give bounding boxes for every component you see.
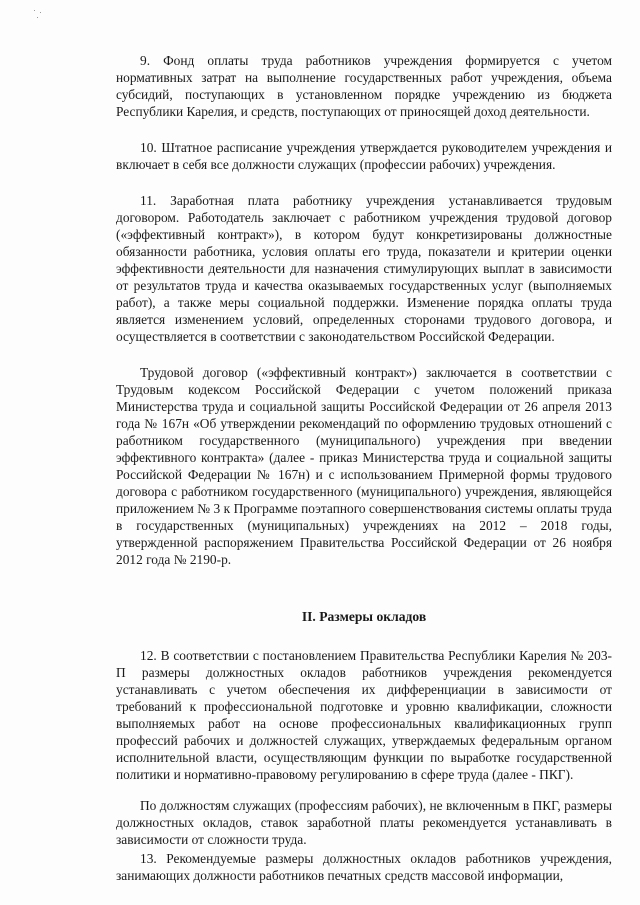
section-heading: II. Размеры окладов	[301, 609, 427, 624]
document-body	[116, 52, 612, 884]
paragraph-non-pkg: По должностям служащих (профессиям рабочих), не включенным в ПКГ, размеры должностных окладов, ставок заработной платы рекомендуется устанавливать в зависимости от сложности труда.	[116, 798, 612, 847]
paragraph-9: 9. Фонд оплаты труда работников учреждения формируется с учетом нормативных затрат на выполнение государственных работ учреждения, объема субсидий, поступающих в установленном порядке учреждению из бюджета Республики Карелия, и средств, поступающих от приносящей доход деятельности.	[116, 53, 612, 119]
paragraph-12: 12. В соответствии с постановлением Правительства Республики Карелия № 203-П размеры должностных окладов работников учреждения рекомендуется устанавливать с учетом обеспечения их дифференциации в зависимости от требований к профессиональной подготовке и уровню квалификации, сложности выполняемых работ на основе профессиональных квалификационных групп профессий рабочих и должностей служащих, утверждаемых федеральным органом исполнительной власти, осуществляющим функции по выработке государственной политики и нормативно-правовому регулированию в сфере труда (далее - ПКГ).	[116, 648, 612, 782]
paragraph-10: 10. Штатное расписание учреждения утверждается руководителем учреждения и включает в себя все должности служащих (профессии рабочих) учреждения.	[116, 140, 612, 172]
scan-artifact	[34, 10, 44, 20]
paragraph-employment-contract: Трудовой договор («эффективный контракт») заключается в соответствии с Трудовым кодексом Российской Федерации с учетом положений приказа Министерства труда и социальной защиты Российской Федерации от 26 апреля 2013 года № 167н «Об утверждении рекомендаций по оформлению трудовых отношений с работником государственного (муниципального) учреждения при введении эффективного контракта» (далее - приказ Министерства труда и социальной защиты Российской Федерации № 167н) и с использованием Примерной формы трудового договора с работником государственного (муниципального) учреждения, являющейся приложением № 3 к Программе поэтапного совершенствования системы оплаты труда в государственных (муниципальных) учреждениях на 2012 – 2018 годы, утвержденной распоряжением Правительства Российской Федерации от 26 ноября 2012 года № 2190-р.	[116, 365, 612, 567]
paragraph-13: 13. Рекомендуемые размеры должностных окладов работников учреждения, занимающих должности работников печатных средств массовой информации,	[116, 851, 612, 883]
paragraph-11: 11. Заработная плата работнику учреждения устанавливается трудовым договором. Работодатель заключает с работником учреждения трудовой договор («эффективный контракт»), в котором будут конкретизированы должностные обязанности работника, условия оплаты его труда, показатели и критерии оценки эффективности деятельности для назначения стимулирующих выплат в зависимости от результатов труда и качества оказываемых государственных услуг (выполняемых работ), а также меры социальной поддержки. Изменение порядка оплаты труда является изменением условий, определенных сторонами трудового договора, и осуществляется в соответствии с законодательством Российской Федерации.	[116, 193, 612, 344]
